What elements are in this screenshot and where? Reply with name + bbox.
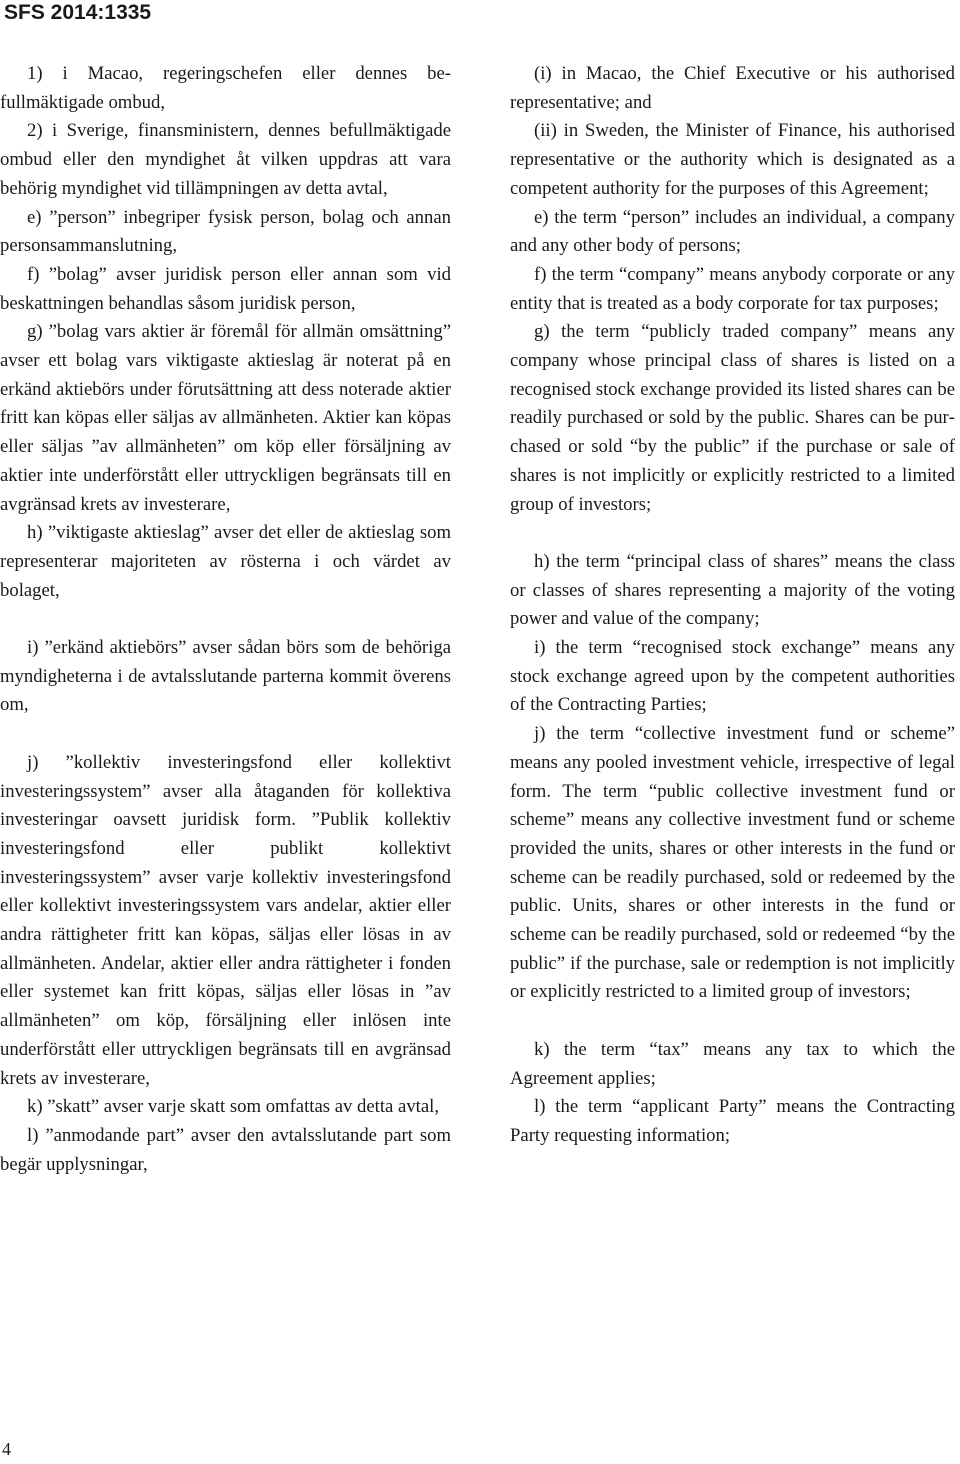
en-paragraph-j: j) the term “collective investment fund or scheme” means any pooled investment vehicle, irrespective of legal form. The term “public collective investment fund or scheme” means any collective investment fund or scheme provided the units, shares or other interests in the fund or scheme can be readily purchased, sold or redeemed by the public. Units, shares or other interests in the fund or scheme can be readily purchased, sold or redeemed “by the public” if the purchase, sale or redemption is not implicitly or explicitly restricted to a limited group of investors; <box>510 723 955 1003</box>
sv-paragraph-g: g) ”bolag vars aktier är föremål för allmän omsättning” avser ett bolag vars viktigaste aktieslag är noterat på en erkänd aktiebörs under förutsättning att dess noterade aktier fritt kan köpas eller säljas av allmänheten. Aktier kan köpas eller säljas ”av allmänheten” om köp eller försäljning av aktier inte underförstått eller uttryckligen begränsats till en avgränsad krets av investerare, <box>0 321 451 515</box>
sv-paragraph-e: e) ”person” inbegriper fysisk person, bolag och annan personsammanslutning, <box>0 206 451 257</box>
en-paragraph-i: (i) in Macao, the Chief Executive or his authorised representative; and <box>510 63 955 113</box>
sv-paragraph-1: 1) i Macao, regeringschefen eller dennes befullmäktigade ombud, <box>0 63 451 113</box>
en-paragraph-h: h) the term “principal class of shares” means the class or classes of shares representing a majority of the voting power and value of the company; <box>510 550 955 630</box>
page-number: 4 <box>2 1439 11 1459</box>
en-paragraph-l: l) the term “applicant Party” means the Contracting Party requesting information; <box>510 1096 955 1146</box>
en-paragraph-f: f) the term “company” means anybody corporate or any entity that is treated as a body corporate for tax purposes; <box>510 263 955 314</box>
swedish-column <box>0 60 451 1179</box>
sv-paragraph-f: f) ”bolag” avser juridisk person eller annan som vid beskattningen behandlas såsom juridisk person, <box>0 263 451 314</box>
sv-paragraph-l: l) ”anmodande part” avser den avtalsslutande part som begär upplysningar, <box>0 1124 451 1175</box>
en-paragraph-ii: (ii) in Sweden, the Minister of Finance, his authorised representative or the authority which is designated as a competent authority for the purposes of this Agreement; <box>510 120 955 199</box>
sv-paragraph-h: h) ”viktigaste aktieslag” avser det eller de aktieslag som representerar majoriteten av rösterna i och värdet av bolaget, <box>0 522 451 601</box>
en-paragraph-i-term: i) the term “recognised stock exchange” means any stock exchange agreed upon by the competent authorities of the Contracting Parties; <box>510 637 955 716</box>
en-paragraph-g: g) the term “publicly traded company” means any company whose principal class of shares is listed on a recognised stock exchange provided its listed shares can be readily purchased or sold by the public. Shares can be purchased or sold “by the public” if the purchase or sale of shares is not implicitly or explicitly restricted to a limited group of investors; <box>510 321 955 515</box>
sv-paragraph-i: i) ”erkänd aktiebörs” avser sådan börs som de behöriga myndigheterna i de avtalsslutande parterna kommit överens om, <box>0 637 451 716</box>
sv-paragraph-j: j) ”kollektiv investeringsfond eller kollektivt investeringssystem” avser alla åtaganden för kollektiva investeringar oavsett juridisk form. ”Publik kollektiv investeringsfond eller publikt kollektivt investeringssystem” avser varje kollektiv investeringsfond eller kollektivt investeringssystem vars andelar, aktier eller andra rättigheter fritt kan köpas, säljas eller lösas in av allmänheten. Andelar, aktier eller andra rättigheter i fonden eller systemet kan fritt köpas, säljas eller lösas in ”av allmänheten” om köp, försäljning eller inlösen inte underförstått eller uttryckligen begränsats till en avgränsad krets av investerare, <box>0 751 451 1089</box>
en-paragraph-e: e) the term “person” includes an individual, a company and any other body of persons; <box>510 206 955 257</box>
document-code: SFS 2014:1335 <box>4 1 152 24</box>
sv-paragraph-k: k) ”skatt” avser varje skatt som omfattas av detta avtal, <box>27 1096 440 1118</box>
english-column <box>510 60 955 1151</box>
sv-paragraph-2: 2) i Sverige, finansministern, dennes befullmäktigade ombud eller den myndighet åt vilken uppdras att vara behörig myndighet vid tillämpningen av detta avtal, <box>0 120 451 199</box>
en-paragraph-k: k) the term “tax” means any tax to which the Agreement applies; <box>510 1038 955 1089</box>
